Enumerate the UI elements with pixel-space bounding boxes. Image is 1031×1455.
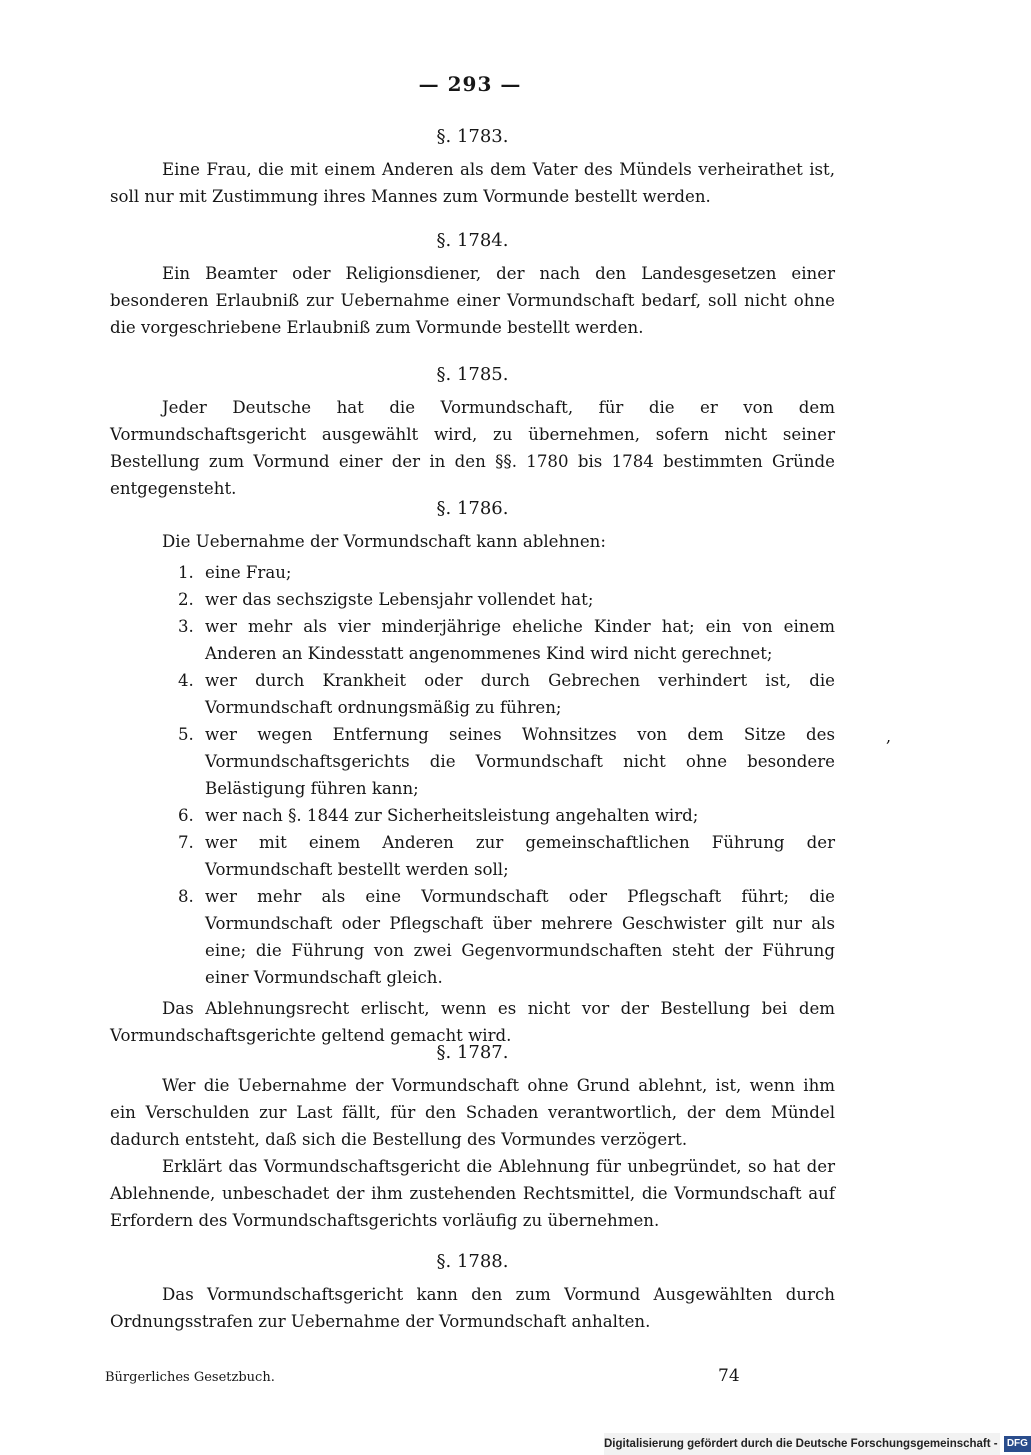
list-number: 8. — [178, 887, 194, 906]
section-1784 — [110, 228, 835, 341]
digitization-text: Digitalisierung gefördert durch die Deutsche Forschungsgemeinschaft - — [604, 1438, 998, 1450]
list-item — [110, 721, 835, 802]
list-text: wer nach §. 1844 zur Sicherheitsleistung angehalten wird; — [205, 806, 699, 825]
digitization-note — [604, 1433, 1028, 1455]
section-heading: §. 1785. — [436, 364, 509, 385]
list-number: 5. — [178, 725, 194, 744]
list-text: wer durch Krankheit oder durch Gebrechen verhindert ist, die Vormundschaft ordnungsmäßig zu führen; — [205, 671, 835, 717]
section-heading: §. 1786. — [436, 498, 509, 519]
section-heading: §. 1787. — [436, 1042, 509, 1063]
list-number: 4. — [178, 671, 194, 690]
dfg-logo-icon: DFG — [1004, 1436, 1031, 1452]
list-text: wer mehr als eine Vormundschaft oder Pflegschaft führt; die Vormundschaft oder Pflegschaft über mehrere Geschwister gilt nur als eine; die Führung von zwei Gegenvormundschaften steht der Führung einer Vormundschaft gleich. — [205, 887, 835, 987]
paragraph: Wer die Uebernahme der Vormundschaft ohne Grund ablehnt, ist, wenn ihm ein Verschulden zur Last fällt, für den Schaden verantwortlich, der dem Mündel dadurch entsteht, daß sich die Bestellung des Vormundes verzögert. — [110, 1076, 835, 1149]
paragraph: Eine Frau, die mit einem Anderen als dem Vater des Mündels verheirathet ist, soll nur mit Zustimmung ihres Mannes zum Vormunde bestellt werden. — [110, 160, 835, 206]
list-item — [110, 802, 835, 829]
list-number: 6. — [178, 806, 194, 825]
list-item — [110, 613, 835, 667]
page-number: — 293 — — [418, 72, 522, 96]
paragraph: Jeder Deutsche hat die Vormundschaft, für die er von dem Vormundschaftsgericht ausgewählt wird, zu übernehmen, sofern nicht seiner Bestellung zum Vormund einer der in den §§. 1780 bis 1784 bestimmten Gründe entgegensteht. — [110, 398, 835, 498]
section-1787 — [110, 1040, 835, 1234]
section-1786 — [110, 496, 835, 1049]
list-text: wer wegen Entfernung seines Wohnsitzes von dem Sitze des Vormundschaftsgerichts die Vormundschaft nicht ohne besondere Belästigung führen kann; — [205, 725, 835, 798]
section-1783 — [110, 124, 835, 210]
list-text: wer das sechszigste Lebensjahr vollendet hat; — [205, 590, 594, 609]
paragraph: Ein Beamter oder Religionsdiener, der nach den Landesgesetzen einer besonderen Erlaubniß zur Uebernahme einer Vormundschaft bedarf, soll nicht ohne die vorgeschriebene Erlaubniß zum Vormunde bestellt werden. — [110, 264, 835, 337]
paragraph: Erklärt das Vormundschaftsgericht die Ablehnung für unbegründet, so hat der Ablehnende, unbeschadet der ihm zustehenden Rechtsmittel, die Vormundschaft auf Erfordern des Vormundschaftsgerichts vorläufig zu übernehmen. — [110, 1157, 835, 1230]
list-item — [110, 829, 835, 883]
section-heading: §. 1784. — [436, 230, 509, 251]
section-1785 — [110, 362, 835, 502]
list-text: eine Frau; — [205, 563, 292, 582]
list-item — [110, 667, 835, 721]
section-1788 — [110, 1249, 835, 1335]
section-heading: §. 1783. — [436, 126, 509, 147]
footer-signature-number: 74 — [718, 1366, 740, 1386]
list-text: wer mehr als vier minderjährige eheliche Kinder hat; ein von einem Anderen an Kindesstatt angenommenes Kind wird nicht gerechnet; — [205, 617, 835, 663]
list-number: 2. — [178, 590, 194, 609]
section-heading: §. 1788. — [436, 1251, 509, 1272]
footer-book-title: Bürgerliches Gesetzbuch. — [105, 1370, 275, 1385]
paragraph: Das Vormundschaftsgericht kann den zum Vormund Ausgewählten durch Ordnungsstrafen zur Uebernahme der Vormundschaft anhalten. — [110, 1285, 835, 1331]
list-item — [110, 883, 835, 991]
closing-paragraph: Das Ablehnungsrecht erlischt, wenn es nicht vor der Bestellung bei dem Vormundschaftsgerichte geltend gemacht wird. — [110, 999, 835, 1045]
stray-mark: , — [886, 727, 892, 746]
list-number: 3. — [178, 617, 194, 636]
list-number: 1. — [178, 563, 194, 582]
list-item — [110, 586, 835, 613]
list-intro: Die Uebernahme der Vormundschaft kann ablehnen: — [162, 532, 606, 551]
list-text: wer mit einem Anderen zur gemeinschaftlichen Führung der Vormundschaft bestellt werden soll; — [205, 833, 835, 879]
exemption-list — [110, 559, 835, 991]
list-number: 7. — [178, 833, 194, 852]
list-item — [110, 559, 835, 586]
